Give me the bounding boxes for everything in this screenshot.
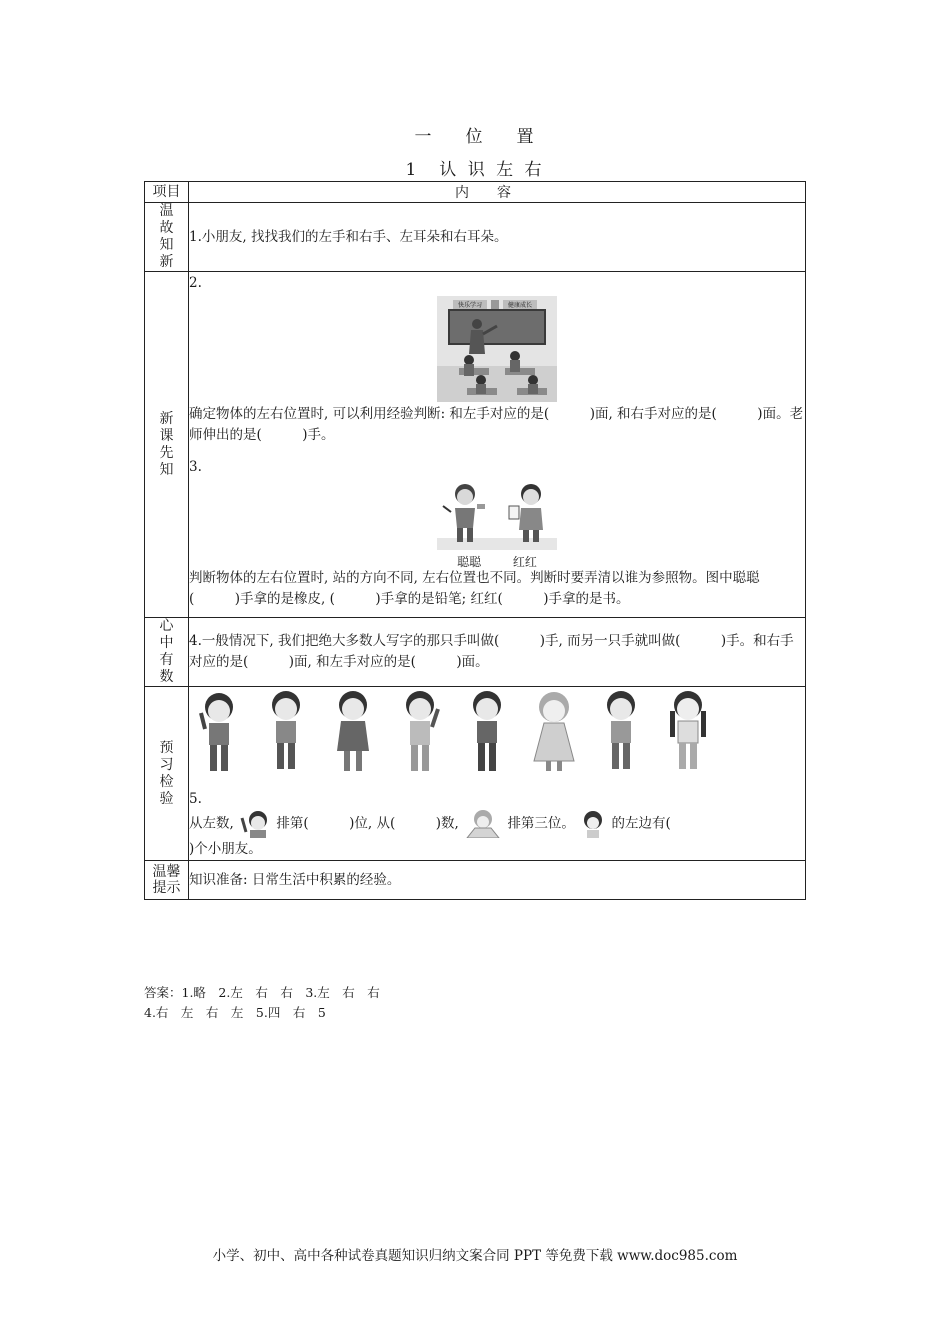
tip-text: 知识准备: 日常生活中积累的经验。 <box>189 861 806 900</box>
row-review <box>145 203 806 272</box>
name-honghong: 红红 <box>512 555 537 569</box>
item5-number: 5. <box>189 791 202 807</box>
child-4 <box>406 691 438 771</box>
row-label-new-lesson: 新 课 先 知 <box>145 272 189 618</box>
two-children-illustration <box>437 480 557 550</box>
item4-text: 4.一般情况下, 我们把绝大多数人写字的那只手叫做( )手, 而另一只手就叫做( )手。和右手对应的是( )面, 和左手对应的是( )面。 <box>189 618 806 687</box>
row-tip <box>145 861 806 900</box>
item2-text: 确定物体的左右位置时, 可以利用经验判断: 和左手对应的是( )面, 和右手对应的是( )面。老师伸出的是( )手。 <box>189 406 804 443</box>
item3-text: 判断物体的左右位置时, 站的方向不同, 左右位置也不同。判断时要弄清以谁为参照物。图中聪聪( )手拿的是橡皮, ( )手拿的是铅笔; 红红( )手拿的是书。 <box>189 570 760 607</box>
child-3 <box>337 691 369 771</box>
classroom-illustration <box>437 296 557 402</box>
item5-text: 从左数, 排第( )位, 从( )数, 排第三位。 的左边有( )个小朋友。 <box>189 810 805 860</box>
row-label-review: 温 故 知 新 <box>145 203 189 272</box>
child-2 <box>272 691 300 769</box>
child-5 <box>473 691 501 771</box>
item2-number: 2. <box>189 275 202 291</box>
girl-braids-icon <box>579 810 607 838</box>
new-lesson-content <box>189 272 806 618</box>
table-header-row <box>145 182 806 203</box>
row-label-preview: 预 习 检 验 <box>145 687 189 861</box>
child-8-girl <box>670 691 706 769</box>
children-names <box>189 552 805 568</box>
boy-waving-icon <box>238 810 272 838</box>
child-1 <box>201 693 233 771</box>
eight-children-row-illustration <box>189 689 789 781</box>
answer-line-2: 4.右 左 右 左 5.四 右 5 <box>144 1005 326 1020</box>
col-header-item: 项目 <box>145 182 189 203</box>
name-congcong: 聪聪 <box>457 555 482 569</box>
svg-text:快乐学习: 快乐学习 <box>457 302 483 309</box>
item3-number: 3. <box>189 459 202 475</box>
lesson-title: 1 认 识 左 右 <box>405 160 545 180</box>
child-7 <box>607 691 635 769</box>
unit-title-char: 置 <box>516 127 536 147</box>
lesson-table <box>144 181 806 900</box>
footer-text: 小学、初中、高中各种试卷真题知识归纳文案合同 PPT 等免费下载 www.doc985.com <box>212 1248 738 1264</box>
answer-line-1: 答案：1.略 2.左 右 右 3.左 右 右 <box>144 985 380 1000</box>
col-header-content: 内容 <box>189 182 806 203</box>
row-label-mind: 心 中 有 数 <box>145 618 189 687</box>
answer-key <box>144 983 380 1023</box>
unit-title-char: 位 <box>465 127 485 147</box>
row-new-lesson <box>145 272 806 618</box>
unit-title <box>0 122 950 147</box>
svg-text:健康成长: 健康成长 <box>507 302 533 309</box>
girl-dress-icon <box>463 810 503 838</box>
row-preview <box>145 687 806 861</box>
row-mind <box>145 618 806 687</box>
row-label-tip: 温馨 提示 <box>145 861 189 900</box>
unit-title-char: 一 <box>414 127 434 147</box>
review-question: 1.小朋友, 找找我们的左手和右手、左耳朵和右耳朵。 <box>189 203 806 272</box>
preview-content <box>189 687 806 861</box>
child-6-girl <box>534 692 574 771</box>
